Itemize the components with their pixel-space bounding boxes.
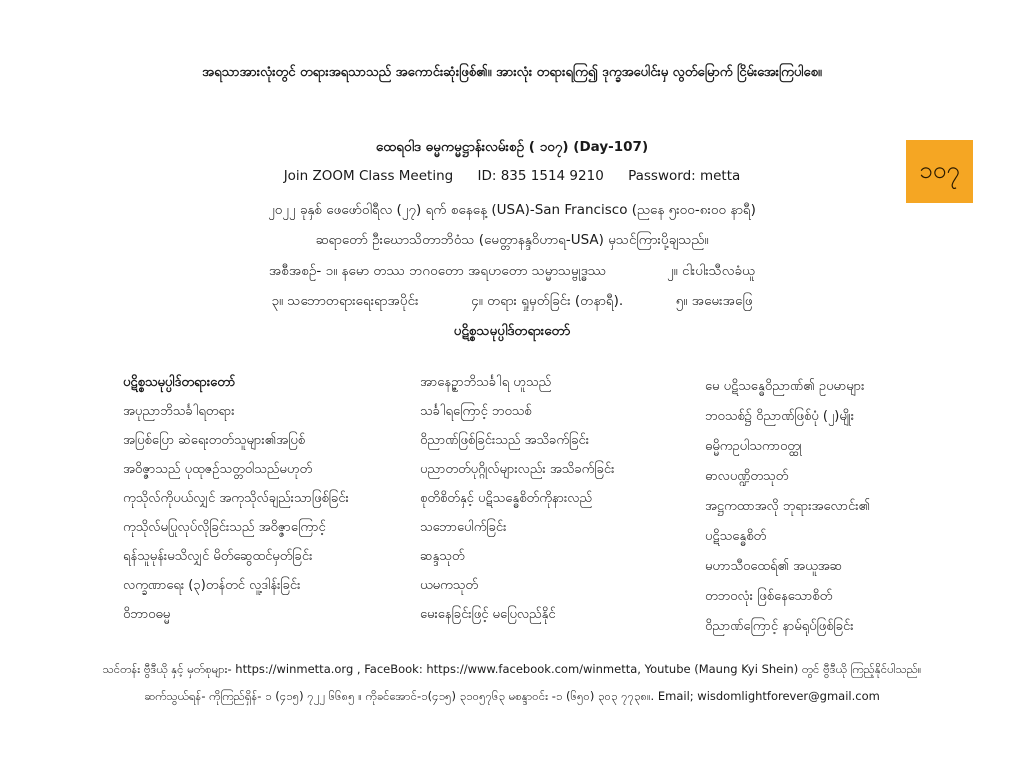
list-item: လက္ခဏာရေး (၃)တန်တင် လူ့ဒါန်းခြင်း <box>123 578 301 593</box>
list-item: မေ ပဋိသန္ဓေဝိညာဏ်၏ ဥပမာများ <box>705 379 865 394</box>
topic-column-2 <box>420 368 614 629</box>
list-item: ရန်သူမုန်းမသိလျှင် မိတ်ဆွေထင်မှတ်ခြင်း <box>123 549 313 564</box>
agenda-label: အစီအစဥ်- ၁။ နမော တဿ ဘဂဝတော အရဟတော သမ္မာသမ္ဗုဒ္ဓဿ <box>268 263 607 279</box>
list-item: ဝိညာဏ်ကြောင့် နာမ်ရုပ်ဖြစ်ခြင်း <box>705 619 854 634</box>
list-item: ဓမ္မိကဥပါသကာဝတ္ထု <box>705 439 802 454</box>
list-item: သဘောပေါက်ခြင်း <box>420 520 507 535</box>
section-subtitle: ပဋိစ္စသမုပ္ပါဒ်တရားတော် <box>453 323 571 339</box>
list-item: အဝိဇ္ဇာသည် ပုထုဇဥ်သတ္တဝါသည်မဟုတ် <box>123 462 313 477</box>
agenda-item-2: ၂။ ငါးပါးသီလခံယူ <box>666 263 756 279</box>
list-item: ယမကသုတ် <box>420 578 478 593</box>
page-title: ထေရဝါဒ ဓမ္မကမ္မဋ္ဌာန်းလမ်းစဉ် ( ၁၀၇) (Day-107) <box>375 139 649 155</box>
list-item: ဓာလပဏ္ဍိတသုတ် <box>705 469 789 484</box>
footer-contact: ဆက်သွယ်ရန်- ကိုကြည်ရှိန်- ၁ (၄၁၅) ၇၂၂ ၆၆၈၅ ။ ကိုခင်အောင်-၁(၄၁၅) ၃၁၀၅၇၆၃ မစန္ဒာဝင်း -၁ (၆၅၀) ၃၀၃ ၇၇၃၈။. Email; wisdomlightforever@gmail.com <box>144 689 880 703</box>
list-item: သင်္ခါရကြောင့် ဘဝသစ် <box>420 404 532 419</box>
zoom-meeting-id: ID: 835 1514 9210 <box>477 168 604 184</box>
list-item: ဝိဘာဝဓမ္မ <box>123 607 171 622</box>
motto-header: အရသာအားလုံးတွင် တရားအရသာသည် အကောင်းဆုံးဖြစ်၏။ အားလုံး တရားရကြ၍ ဒုက္ခအပေါင်းမှ လွတ်မြောက် ငြိမ်းအေးကြပါစေ။ <box>202 65 822 80</box>
list-item: ဆန္ဒသုတ် <box>420 549 465 564</box>
list-item: ပဋိသန္ဓေစိတ် <box>705 529 767 544</box>
agenda-item-4: ၄။ တရား ရှုမှတ်ခြင်း (တနာရီ). <box>471 293 624 309</box>
footer-links: သင်တန်း ဗွီဒီယို နှင့် မှတ်စုများ- https://winmetta.org , FaceBook: https://www.facebook.com/winmetta, Youtube (Maung Kyi Shein) တွင် ဗွီဒီယို ကြည့်နိုင်ပါသည်။ <box>102 662 922 676</box>
agenda-line-2 <box>0 292 1024 312</box>
day-number-badge: ၁၀၇ <box>906 140 973 203</box>
list-item: တဘဝလုံး ဖြစ်နေသောစိတ် <box>705 589 833 604</box>
agenda-item-5: ၅။ အမေးအဖြေ <box>675 293 753 309</box>
date-line: ၂၀၂၂ ခုနှစ် ဖေဖော်ဝါရီလ (၂၇) ရက် စနေနေ့ (USA)-San Francisco (ညနေ ၅း၀၀-၈း၀၀ နာရီ) <box>268 202 756 218</box>
list-item: ဝိညာဏ်ဖြစ်ခြင်းသည် အသိခက်ခြင်း <box>420 433 590 448</box>
list-item: ဘဝသစ်၌ ဝိညာဏ်ဖြစ်ပုံ (၂)မျိုး <box>705 409 855 424</box>
list-item: စုတိစိတ်နှင့် ပဋိသန္ဓေစိတ်ကိုနားလည် <box>420 491 593 506</box>
list-item: အာနေဉ္ဇာဘိသင်္ခါရ ဟူသည် <box>420 375 552 390</box>
list-item: ပညာတတ်ပုဂ္ဂိုလ်များလည်း အသိခက်ခြင်း <box>420 462 615 477</box>
teacher-line: ဆရာတော် ဦးဃောသိတာဘိဝံသ (မေတ္တာနန္ဒဝိဟာရ-USA) မှသင်ကြားပို့ချသည်။ <box>315 232 709 248</box>
zoom-password: Password: metta <box>628 168 741 184</box>
list-item: ပဋိစ္စသမုပ္ပါဒ်တရားတော် <box>123 375 236 390</box>
topic-column-3 <box>705 372 870 642</box>
agenda-item-3: ၃။ သဘောတရားရေးရာအပိုင်း <box>271 293 419 309</box>
list-item: အပုညာဘိသင်္ခါရတရား <box>123 404 235 419</box>
agenda-line-1 <box>0 262 1024 282</box>
list-item: မဟာသီဝထေရ်၏ အယူအဆ <box>705 559 843 574</box>
list-item: ကုသိုလ်မပြုလုပ်လိုခြင်းသည် အဝိဇ္ဇာကြောင့် <box>123 520 326 535</box>
zoom-info <box>0 168 1024 184</box>
topic-column-1 <box>123 368 349 629</box>
list-item: အပြစ်ပြော ဆဲရေးတတ်သူများ၏အပြစ် <box>123 433 306 448</box>
list-item: မေးနေခြင်းဖြင့် မပြေလည်နိုင် <box>420 607 556 622</box>
list-item: အဋ္ဌကထာအလို ဘုရားအလောင်း၏ <box>705 499 871 514</box>
list-item: ကုသိုလ်ကိုပယ်လျှင် အကုသိုလ်ချည်းသာဖြစ်ခြင်း <box>123 491 349 506</box>
zoom-join-label: Join ZOOM Class Meeting <box>283 168 454 184</box>
